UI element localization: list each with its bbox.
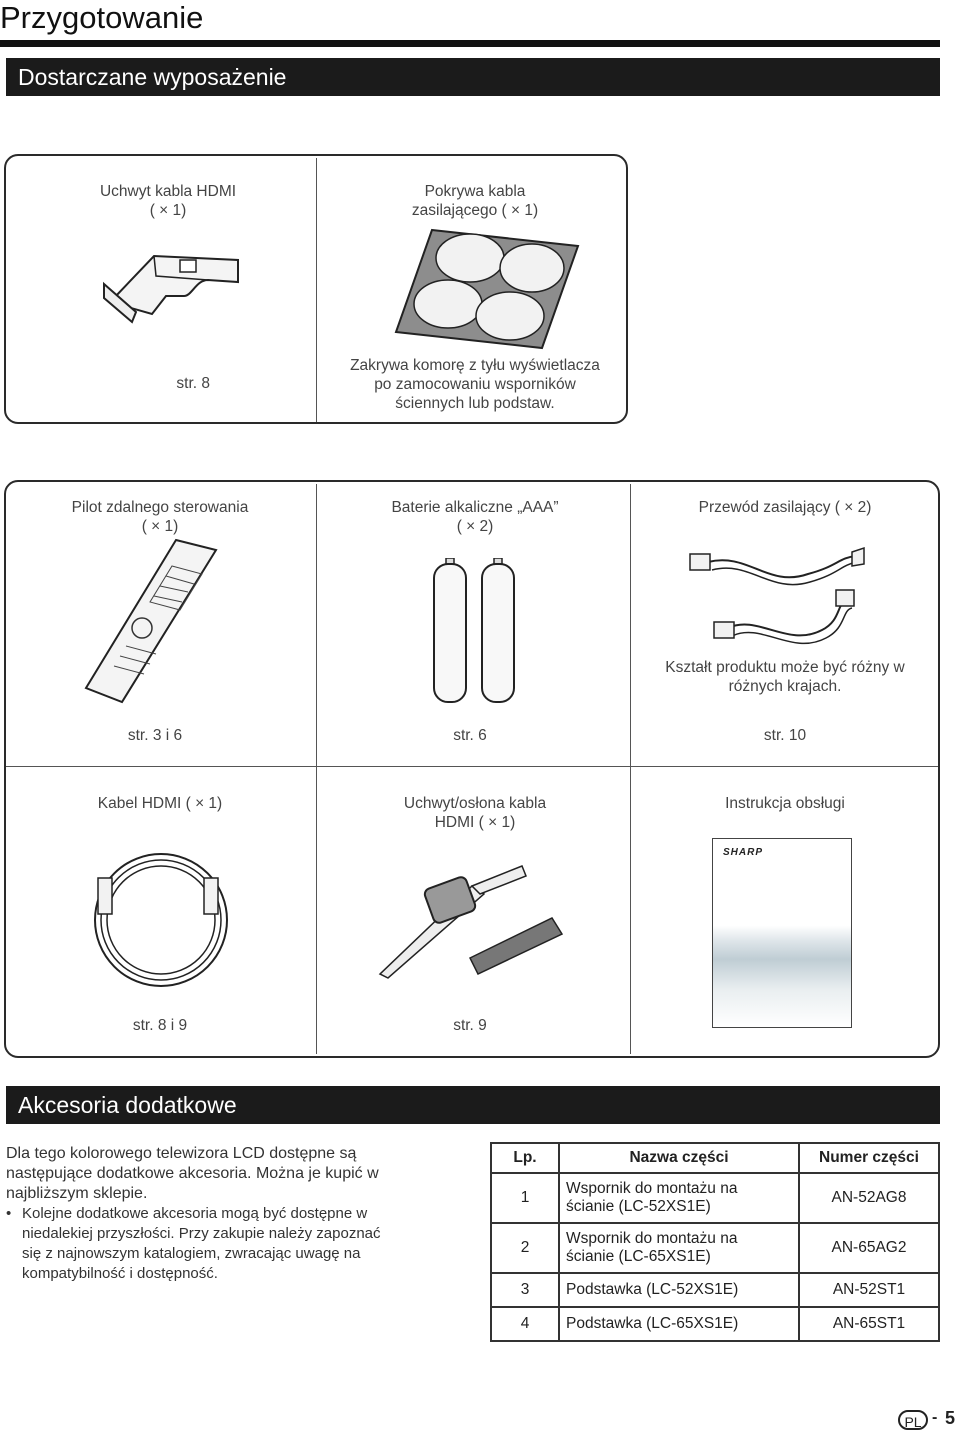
hdmi-holder-label: Uchwyt kabla HDMI ( × 1) bbox=[99, 183, 237, 219]
power-cover-note: Zakrywa komorę z tyłu wyświetlacza po zamocowaniu wsporników ściennych lub podstaw. bbox=[350, 357, 600, 412]
hdmi-clamp-illustration bbox=[372, 846, 568, 980]
manual-label: Instrukcja obsługi bbox=[725, 795, 845, 812]
remote-illustration bbox=[80, 536, 230, 706]
row-part-number: AN-65AG2 bbox=[799, 1223, 939, 1273]
optional-intro: Dla tego kolorowego telewizora LCD dostępne są następujące dodatkowe akcesoria. Można je kupić w najbliższym sklepie. bbox=[6, 1145, 379, 1202]
row-number: 4 bbox=[491, 1307, 559, 1341]
power-cover-illustration bbox=[392, 226, 582, 350]
table-row bbox=[491, 1273, 939, 1307]
page-title: Przygotowanie bbox=[0, 0, 204, 35]
row-part-name: Wspornik do montażu na ścianie (LC-65XS1E) bbox=[559, 1223, 799, 1273]
hdmi-clamp-page: str. 9 bbox=[453, 1017, 487, 1034]
manual-illustration bbox=[712, 838, 852, 1028]
header-part-number: Numer części bbox=[799, 1143, 939, 1173]
table-row bbox=[491, 1223, 939, 1273]
remote-label: Pilot zdalnego sterowania ( × 1) bbox=[71, 499, 249, 535]
power-cord-page: str. 10 bbox=[763, 727, 807, 744]
row-number: 1 bbox=[491, 1173, 559, 1223]
panel-divider bbox=[630, 484, 631, 1054]
hdmi-cable-label: Kabel HDMI ( × 1) bbox=[97, 795, 223, 812]
manual-logo: SHARP bbox=[723, 847, 764, 858]
section-header-optional: Akcesoria dodatkowe bbox=[6, 1086, 940, 1124]
panel-divider bbox=[316, 158, 317, 422]
hdmi-holder-illustration bbox=[96, 240, 246, 335]
section-header-supplied: Dostarczane wyposażenie bbox=[6, 58, 940, 96]
bullet-dot: • bbox=[6, 1205, 12, 1222]
table-row bbox=[491, 1173, 939, 1223]
optional-bullet: • Kolejne dodatkowe akcesoria mogą być dostępne w niedalekiej przyszłości. Przy zakupie należy zapoznać się z najnowszym katalogiem, zwracając uwagę na kompatybilność i dostępność. bbox=[6, 1205, 381, 1282]
row-part-number: AN-52AG8 bbox=[799, 1173, 939, 1223]
power-cord-label: Przewód zasilający ( × 2) bbox=[698, 499, 872, 516]
page-number: 5 bbox=[945, 1408, 956, 1428]
panel-divider bbox=[316, 484, 317, 1054]
batteries-page: str. 6 bbox=[453, 727, 487, 744]
hdmi-clamp-label: Uchwyt/osłona kabla HDMI ( × 1) bbox=[403, 795, 547, 831]
power-cord-note: Kształt produktu może być różny w różnych krajach. bbox=[665, 659, 905, 695]
row-number: 3 bbox=[491, 1273, 559, 1307]
batteries-label: Baterie alkaliczne „AAA” ( × 2) bbox=[391, 499, 559, 535]
hdmi-cable-illustration bbox=[86, 838, 236, 998]
power-cover-label: Pokrywa kabla zasilającego ( × 1) bbox=[411, 183, 539, 219]
hdmi-cable-page: str. 8 i 9 bbox=[132, 1017, 188, 1034]
header-lp: Lp. bbox=[491, 1143, 559, 1173]
row-number: 2 bbox=[491, 1223, 559, 1273]
power-cord-illustration bbox=[688, 538, 868, 658]
parts-table bbox=[490, 1142, 940, 1342]
table-header-row bbox=[491, 1143, 939, 1173]
row-part-name: Podstawka (LC-65XS1E) bbox=[559, 1307, 799, 1341]
batteries-illustration bbox=[428, 558, 528, 704]
table-row bbox=[491, 1307, 939, 1341]
hdmi-holder-page: str. 8 bbox=[176, 375, 210, 392]
remote-page: str. 3 i 6 bbox=[127, 727, 183, 744]
title-rule bbox=[0, 40, 940, 47]
panel-row-divider bbox=[6, 766, 938, 767]
row-part-name: Podstawka (LC-52XS1E) bbox=[559, 1273, 799, 1307]
row-part-name: Wspornik do montażu na ścianie (LC-52XS1E) bbox=[559, 1173, 799, 1223]
row-part-number: AN-65ST1 bbox=[799, 1307, 939, 1341]
footer-separator: - bbox=[932, 1409, 938, 1426]
row-part-number: AN-52ST1 bbox=[799, 1273, 939, 1307]
language-badge: PL bbox=[898, 1410, 928, 1430]
header-part-name: Nazwa części bbox=[559, 1143, 799, 1173]
